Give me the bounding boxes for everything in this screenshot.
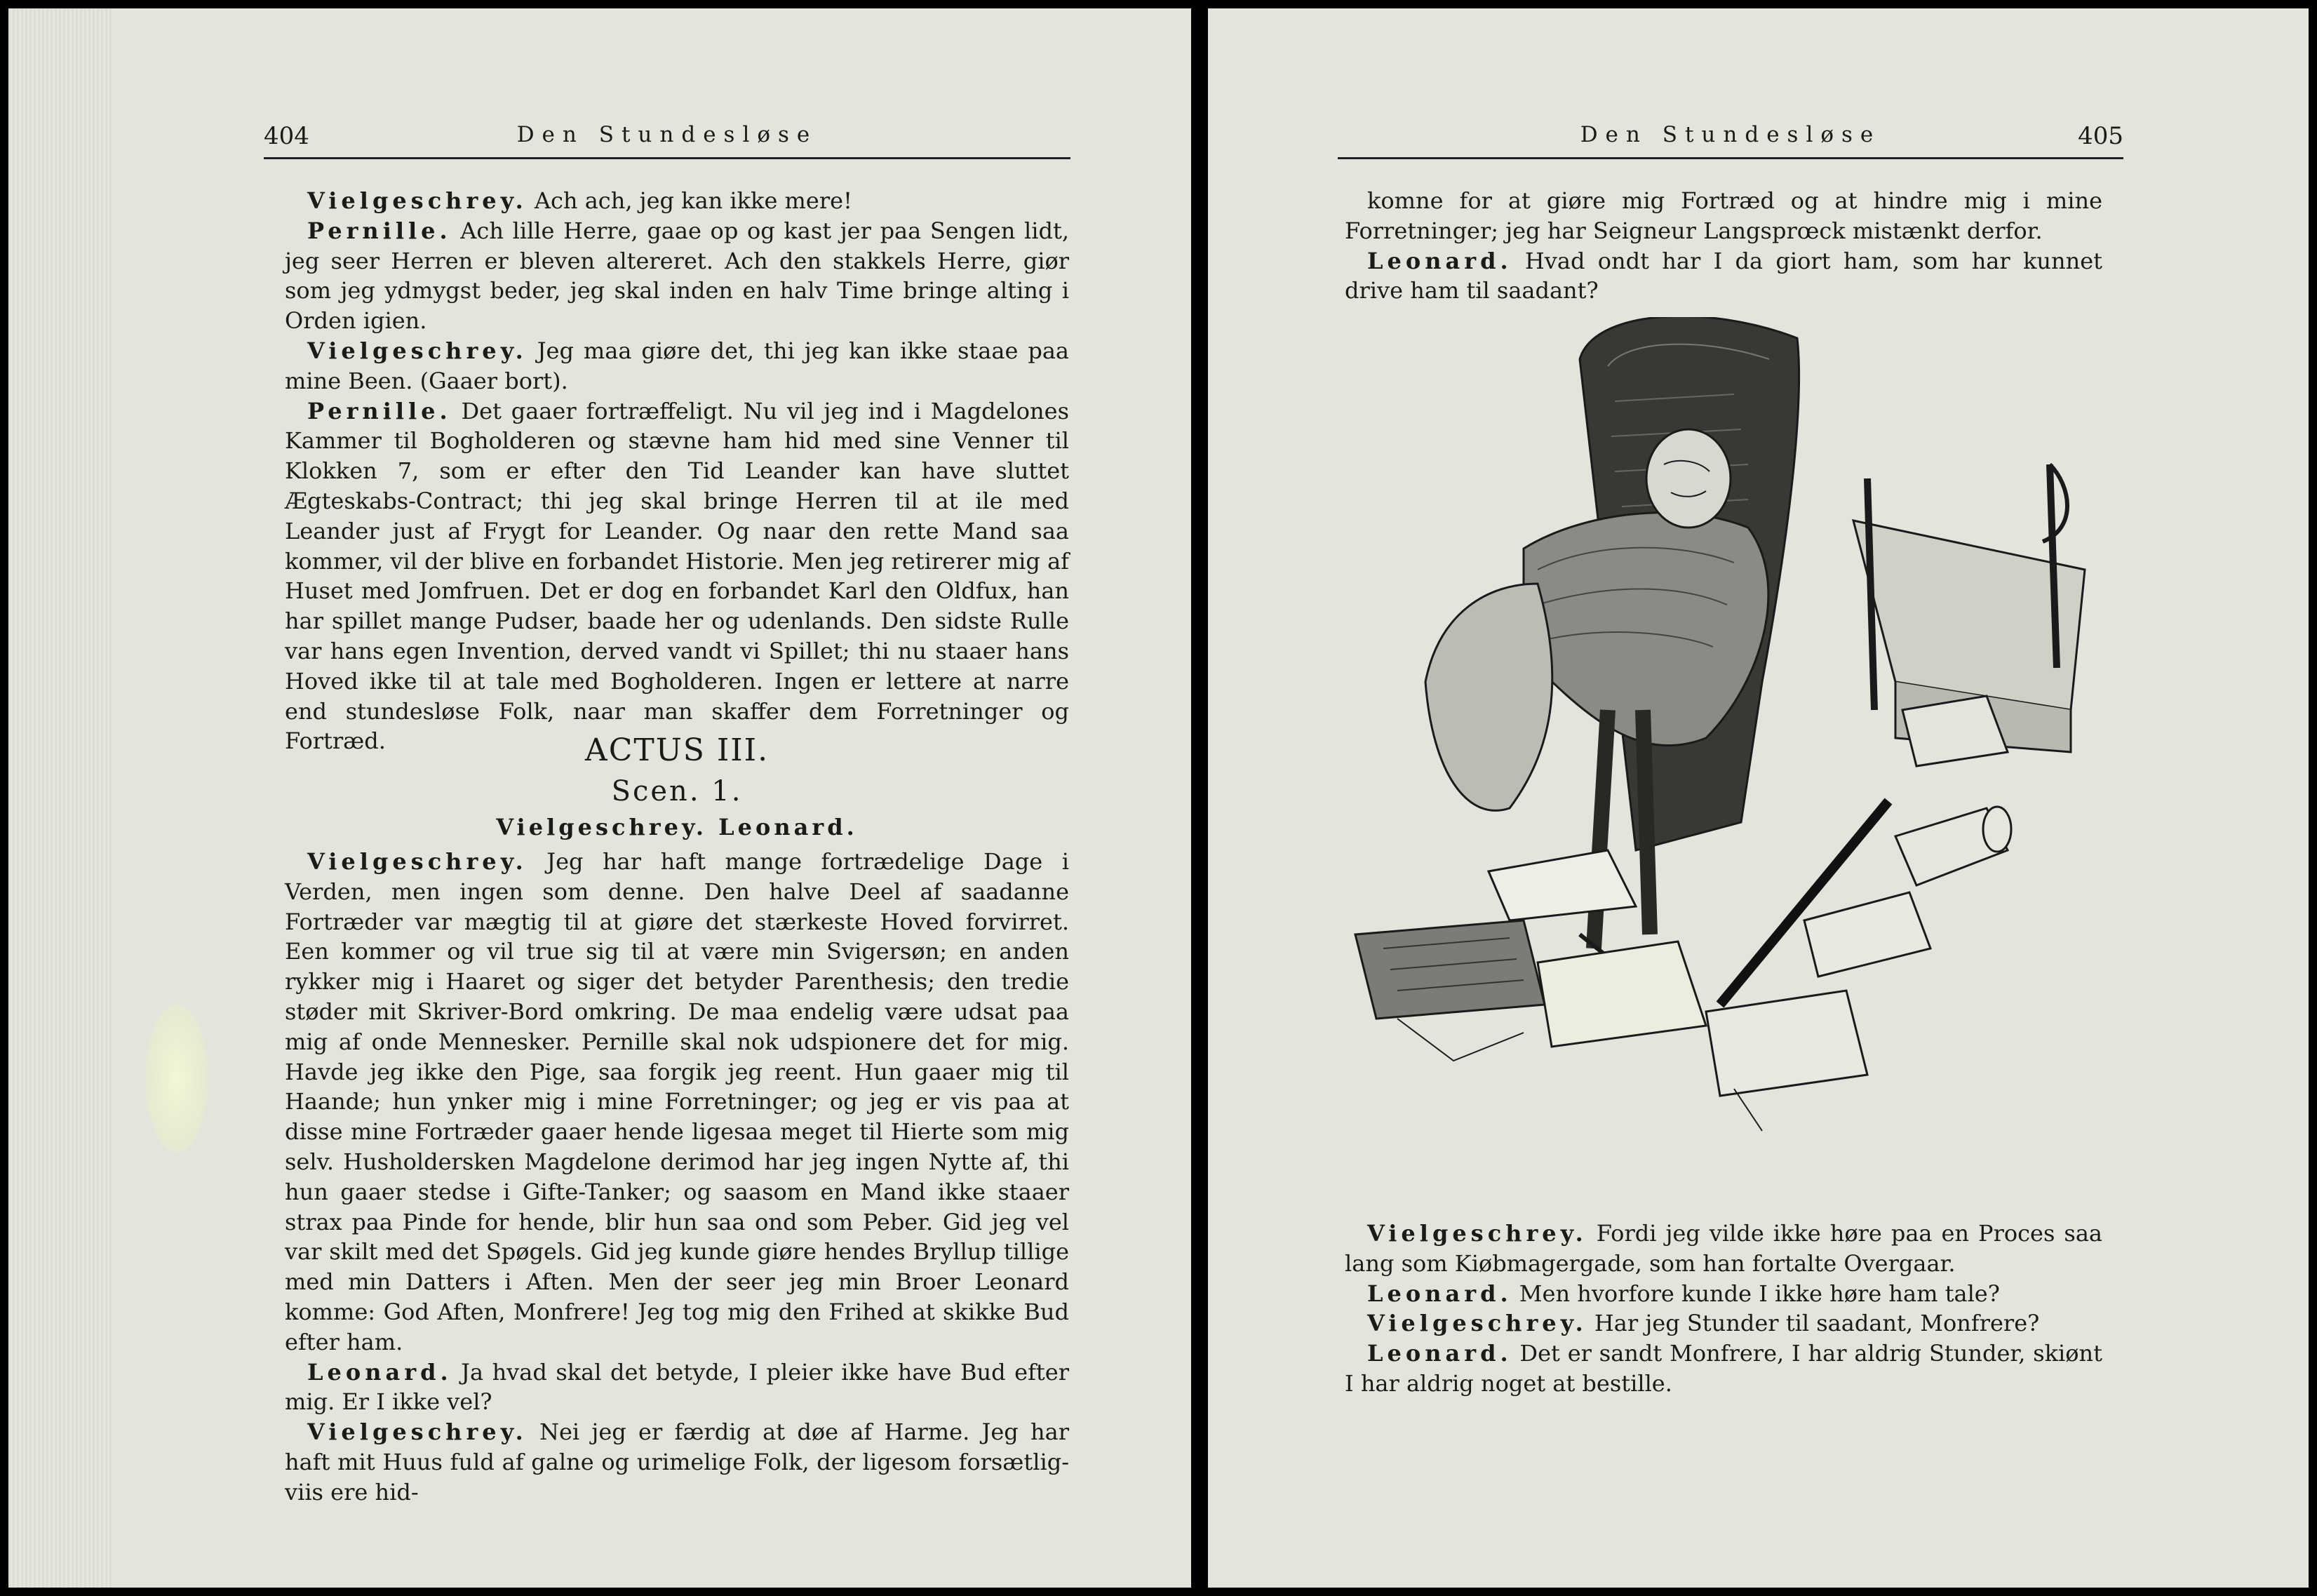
dialogue-line: [285, 1357, 1069, 1418]
dialogue-line: [285, 216, 1069, 336]
running-head-left: [264, 122, 1070, 159]
speaker-name: Leonard.: [1367, 1340, 1512, 1367]
speech-text: Ja hvad skal det betyde, I pleier ikke have Bud efter mig. Er I ikke vel?: [285, 1358, 1069, 1416]
speech-text: Ach ach, jeg kan ikke mere!: [527, 187, 852, 214]
speaker-name: Leonard.: [1367, 247, 1512, 274]
scene-title: Scen. 1.: [611, 775, 743, 807]
dialogue-line: [1345, 186, 2102, 246]
dialogue-line: [285, 396, 1069, 757]
speech-text: Ach lille Herre, gaae op og kast jer paa Sengen lidt, jeg seer Herren er bleven altereret. Ach den stakkels Herre, giør som jeg ydmygst beder, jeg skal inden en halv Time bringe alting i Orden igien.: [285, 217, 1069, 335]
dialogue-line: [1345, 1339, 2102, 1399]
dialogue-line: [285, 336, 1069, 396]
dialogue-line: [1345, 1219, 2102, 1279]
speech-text: Men hvorfore kunde I ikke høre ham tale?: [1512, 1280, 2000, 1307]
speech-text: Hvad ondt har I da giort ham, som har kunnet drive ham til saadant?: [1345, 247, 2102, 304]
speaker-name: Vielgeschrey.: [307, 1419, 528, 1446]
dialogue-block: [285, 186, 1069, 756]
speech-text: Nei jeg er færdig at døe af Harme. Jeg har haft mit Huus fuld af galne og urimelige Folk, der ligesom forsætlig-viis ere hid-: [285, 1419, 1069, 1506]
speaker-name: Vielgeschrey.: [307, 848, 528, 875]
dialogue-line: [285, 847, 1069, 1357]
page-number: 404: [264, 122, 309, 150]
speaker-name: Vielgeschrey.: [1367, 1310, 1587, 1337]
left-page: [8, 8, 1191, 1588]
running-title: Den Stundesløse: [1580, 122, 1881, 147]
dialogue-block: [285, 847, 1069, 1508]
dialogue-block: [1345, 186, 2102, 306]
speech-text: Fordi jeg vilde ikke høre paa en Proces saa lang som Kiøbmagergade, som han fortalte Overgaar.: [1345, 1220, 2102, 1277]
dialogue-line: [285, 1417, 1069, 1507]
speaker-name: Leonard.: [1367, 1280, 1512, 1307]
speech-text: Jeg har haft mange fortrædelige Dage i Verden, men ingen som denne. Den halve Deel af saadanne Fortræder var mægtig til at giøre det stærkeste Hoved forvirret. Een kommer og vil true sig til at være min Svigersøn; en anden rykker mig i Haaret og siger det betyder Parenthesis; den tredie støder mit Skriver-Bord omkring. De maa endelig være udsat paa mig af onde Mennesker. Pernille skal nok udspionere det for mig. Havde jeg ikke den Pige, saa forgik jeg reent. Hun gaaer mig til Haande; hun ynker mig i mine Forretninger; og jeg er vis paa at disse mine Fortræder gaaer hende ligesaa meget til Hierte som mig selv. Husholdersken Magdelone derimod har jeg ingen Nytte af, thi hun gaaer stedse i Gifte-Tanker; og saasom en Mand ikke staaer strax paa Pinde for hende, blir hun saa ond som Peber. Gid jeg vel var skilt med det Spøgels. Gid jeg kunde giøre hendes Bryllup tillige med min Datters i Aften. Men der seer jeg min Broer Leonard komme: God Aften, Monfrere! Jeg tog mig den Frihed at skikke Bud efter ham.: [285, 848, 1069, 1355]
dialogue-line: [1345, 1308, 2102, 1339]
speaker-name: Vielgeschrey.: [307, 187, 528, 214]
dialogue-line: [1345, 246, 2102, 307]
speech-text: komne for at giøre mig Fortræd og at hindre mig i mine Forretninger; jeg har Seigneur Langsprœck mistænkt derfor.: [1345, 187, 2102, 244]
speech-text: Jeg maa giøre det, thi jeg kan ikke staae paa mine Been. (Gaaer bort).: [285, 337, 1069, 394]
speech-text: Det gaaer fortræffeligt. Nu vil jeg ind i Magdelones Kammer til Bogholderen og stævne ham hid med sine Venner til Klokken 7, som er efter den Tid Leander kan have sluttet Ægteskabs-Contract; thi jeg skal bringe Herren til at ile med Leander just af Frygt for Leander. Og naar den rette Mand saa kommer, vil der blive en forbandet Historie. Men jeg retirerer mig af Huset med Jomfruen. Det er dog en forbandet Karl den Oldfux, han har spillet mange Pudser, baade her og udenlands. Den sidste Rulle var hans egen Invention, derved vandt vi Spillet; thi nu staaer hans Hoved ikke til at tale med Bogholderen. Ingen er lettere at narre end stundesløse Folk, naar man skaffer dem Forretninger og Fortræd.: [285, 397, 1069, 755]
dialogue-line: [1345, 1279, 2102, 1309]
speaker-name: Vielgeschrey.: [307, 337, 528, 364]
page-number: 405: [2078, 122, 2123, 150]
running-head-right: [1338, 122, 2123, 159]
scene-characters: Vielgeschrey. Leonard.: [496, 814, 858, 840]
act-title: ACTUS III.: [584, 732, 770, 768]
illustration-sleeping-man-in-armchair: [1313, 317, 2092, 1145]
running-title: Den Stundesløse: [516, 122, 818, 147]
speech-text: Det er sandt Monfrere, I har aldrig Stunder, skiønt I har aldrig noget at bestille.: [1345, 1340, 2102, 1397]
speaker-name: Pernille.: [307, 217, 452, 244]
speaker-name: Leonard.: [307, 1358, 452, 1386]
speaker-name: Pernille.: [307, 397, 452, 424]
dialogue-line: [285, 186, 1069, 216]
dialogue-block: [1345, 1219, 2102, 1399]
right-page: [1208, 8, 2309, 1588]
speaker-name: Vielgeschrey.: [1367, 1220, 1587, 1247]
thumb-shadow: [145, 1005, 208, 1152]
page-edges: [8, 8, 114, 1588]
speech-text: Har jeg Stunder til saadant, Monfrere?: [1587, 1310, 2040, 1337]
